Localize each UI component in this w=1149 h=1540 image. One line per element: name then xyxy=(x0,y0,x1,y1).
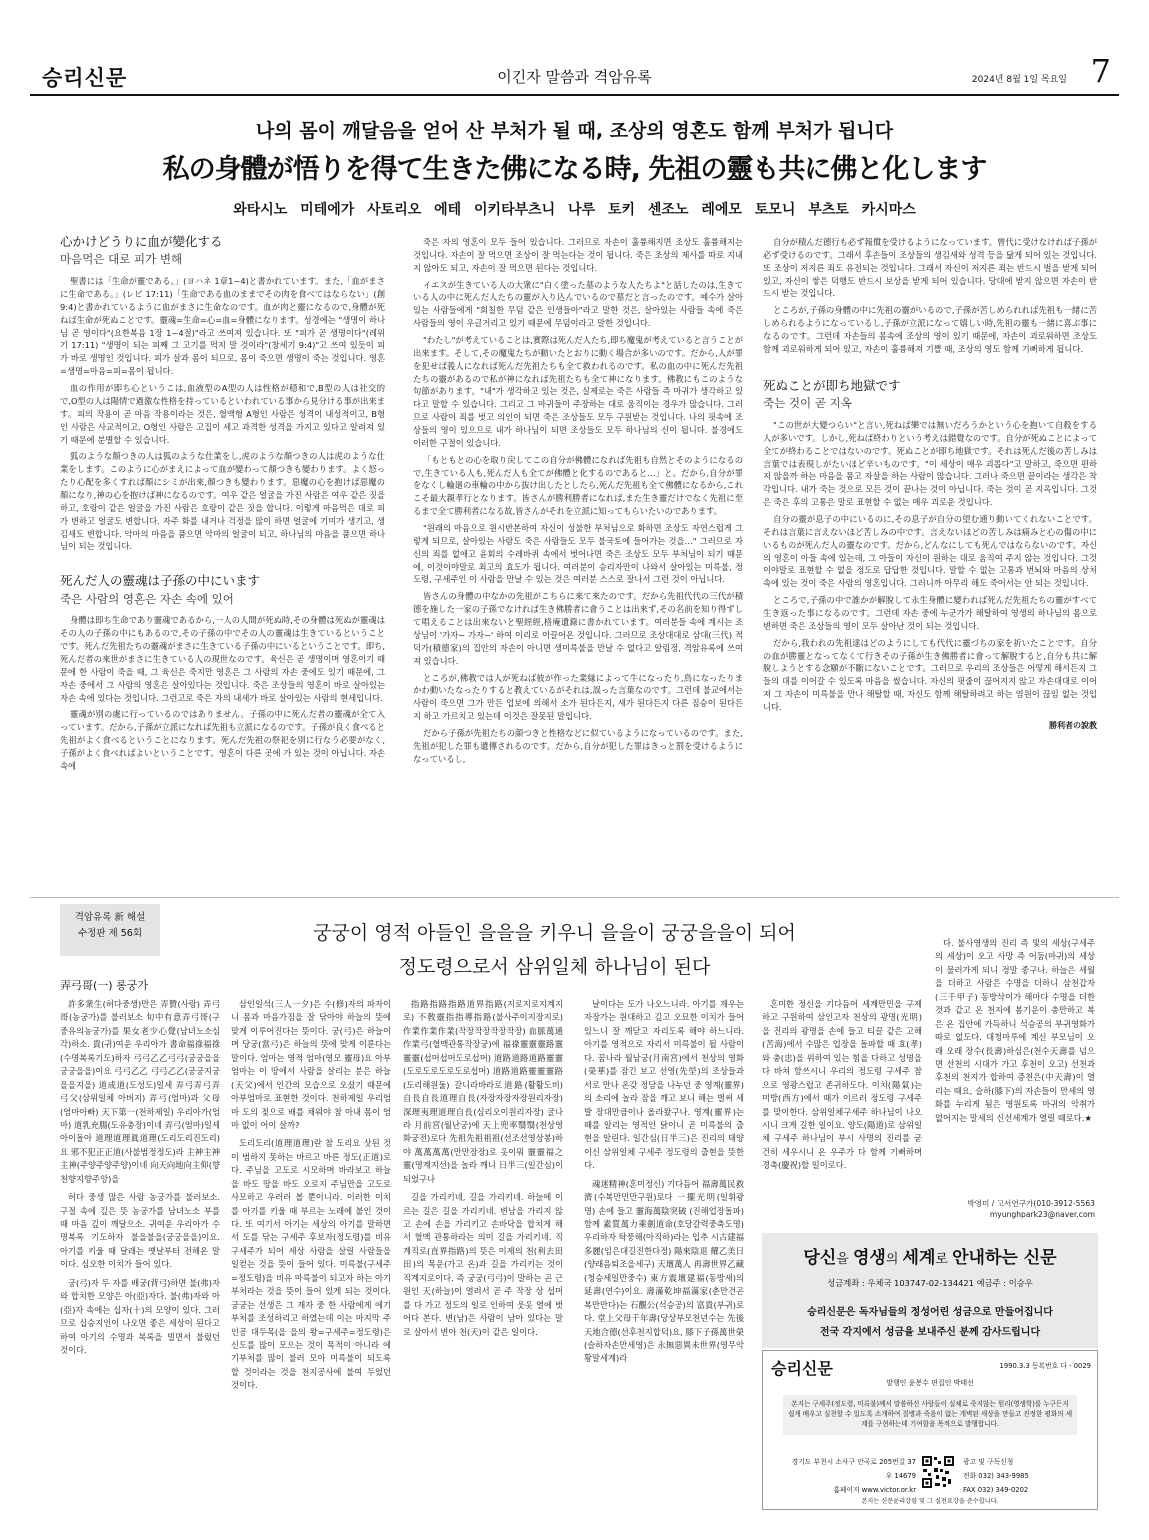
ad-message-1: 승리신문은 독자님들의 정성어린 성금으로 만들어집니다 xyxy=(807,1307,1053,1318)
paragraph: 혼미한 정신을 기다듬어 세계만민을 구제하고 구원하여 삼인고자 천상의 광명(光明)을 진리의 광명을 손에 들고 티끌 같은 고해(苦海)에서 수많은 업장을 돌파할 때 효(孝)와 충(忠)을 위하여 있는 힘을 다하고 성명을 다 바쳐 함쓰시니 우리의 정도령 구세주 참으로 영광스럽고 존귀하도다. 이치(陽氣)는 미방(西方)에서 때가 이르러 정도령 구세주를 맞이한다. 삼위일체구세주 하나님이 나오시니 크게 길한 일이요. 양도(陽道)로 삼위일체 구세주 하나님이 부시 사명의 진리를 굳건히 세우시니 온 우주가 다 함께 기뻐하며 경축(慶祝)할 일이로다. xyxy=(762,999,922,1171)
paragraph: 自分の靈が息子の中にいるのに,その息子が自分の望む通り動いてくれないことです。それは言葉に言えないほど苦しみの中です。言えないほどの苦しみは痛みと心の傷の中にいるものが死んだ人の靈なのです。だから,どんなにしても死んではならないのです。자신의 영혼이 아들 속에 있는데, 그 아들이 자신이 원하는 대로 움직여 주지 않는 것입니다. 그것이야말로 표현할 수 없을 정도로 답답한 것입니다. 말할 수 없는 고통과 번뇌와 마음의 상처 속에 있는 것이 죽은 사람의 영혼입니다. 그러니까 아무리 해도 죽어서는 안 되는 것입니다. xyxy=(763,513,1097,589)
publisher-mission: 본지는 구세주(정도령, 미륵불)께서 말씀하신 사람들이 실체로 죽지않는 원리(영생학)를 누구든지 쉽게 배우고 실천할 수 있도록 소개하여 질병과 죽음이 없는 개벽된 세상을 만들고 진정한 평화의 세계를 구현하는데 기여함을 목적으로 발행합니다. xyxy=(783,1395,1077,1435)
paragraph: 죽은 자의 영혼이 모두 들어 있습니다. 그러므로 자손이 훌륭해지면 조상도 훌륭해지는 것입니다. 자손이 잘 먹으면 조상이 잘 먹는다는 것이 됩니다. 죽은 조상의 제사를 따로 지내지 않아도 되고, 자손이 잘 먹으면 된다는 것입니다. xyxy=(413,237,743,273)
publisher-logo: 승리신문 xyxy=(771,1359,833,1378)
publisher-phone: 전화 032) 343-9985 xyxy=(963,1472,1029,1480)
paragraph: "この世が大變つらい"と言い,死ねば樂では無いだろうかという心を抱いて自殺をする人が多いです。しかし,死ねば終わりという考えは錯覺なのです。自分が死ぬことによって全てが終わることではないのです。死ぬことが即ち地獄です。それは死んだ後の苦しみは言葉では表現しがたいほど辛いものです。"이 세상이 매우 괴롭다"고 말하고, 죽으면 편하지 않을까 하는 마음을 품고 자살을 하는 사람이 많습니다. 그러나 죽으면 끝이라는 생각은 착각입니다. 내가 죽는 것으로 모든 것이 끝나는 것이 아닙니다. 죽는 것이 곧 지옥입니다. 그것은 죽은 후의 고통은 말로 표현할 수 없는 매우 괴로운 것입니다. xyxy=(763,419,1097,508)
bottom-column-2 xyxy=(231,998,391,1518)
paragraph: 自分が積んだ德行も必ず報償を受けるようになっています。曾代に受けなければ子孫が必ず受けるのです。그래서 후손들이 조상들의 생김새와 성격 등을 닮게 되어 있는 것입니다. 또 조상이 저지른 죄도 유전되는 것입니다. 그래서 자신이 저지른 죄는 반드시 벌을 받게 되어 있고, 자신이 쌓은 덕행도 반드시 보상을 받게 되어 있습니다. 당대에 받지 않으면 자손이 반드시 받는 것입니다. xyxy=(763,237,1097,299)
paragraph: ところで,子孫の中で誰かが解脫して永生身體に變われば死んだ先祖たちの靈がすべて生き返った事になるのです。그런데 자손 중에 누군가가 해탈하여 영생의 하나님의 몸으로 변하면 죽은 조상들의 영이 모두 살아난 것이 되는 것입니다. xyxy=(763,595,1097,631)
paragraph: 指路指路指路道界指路(지로지로지계지로) 不敎靈指指導指路(불사주이지장지로) 作業作業作業(작장작장작장작장) 血脈萬通作業弓(혈맥관통작장궁)에 福祿靈靈靈路靈靈靈(섭머섭머도로섭머) 道路道路道路靈靈(도로도로도로도로섭머) 道路道路靈靈靈路(도리해원둘) 갈니라바라로道路(활활도비) 自長自長道理自長(자장자장자장원리자장) 深理夷理道理自長(심리오이원리자장) 굴나라 月前宮(월난궁)에 天上兜率翳翳(천상영화궁전)로다 先祖先祖祖祖(선조선영상봉)하야 萬萬萬萬(만만장장)로 옷이뭐 靈靈福之靈(명계지선)을 놀라 깨니 日半三(일간심)이 되었구나 xyxy=(403,999,563,1184)
publisher-staff: 발행인 윤봉수 편집인 박태선 xyxy=(886,1379,974,1387)
paragraph: 길을 가리키네, 길을 가리키네. 하늘에 이르는 길은 길을 가리키네. 변남을 가리지 않고 손에 손을 가리키고 손바닥을 합치게 해서 혈맥 관통하라는 의미 길을 가리키네. 직계직로(直界指路)의 뜻은 이제의 천(利去田田)의 목운(가고 온)과 길을 가리키는 것이 직계지로이다. 즉 궁궁(弓弓)이 말하는 곤 근원인 天(하늘)이 열려서 곧 주 작장 상 섭머를 다 가고 정도의 일로 인하여 웃옷 열에 벗어다 본다. 변(남)은 사람이 남아 있다는 말로 살아서 변아 천(天)이 같은 일이다. xyxy=(403,1192,563,1337)
author-email: myunghpark23@naver.com xyxy=(989,1210,1095,1220)
ad-contact-label: 광고 및 구독신청 xyxy=(963,1458,1014,1466)
paragraph: ところが,子孫の身體の中に先祖の靈がいるので,子孫が苦しめられれば先祖も一緒に苦しめられるようになっているし,子孫が立派になって嬉しい時,先祖の靈も一緒に喜ぶ事になるのです。그런데 자손들의 몸속에 조상의 영이 있기 때문에, 자손이 괴로워하면 조상도 함께 괴로워하게 되어 있고, 자손이 훌륭해져 기쁠 때, 조상의 영도 함께 기뻐하게 됩니다. xyxy=(763,305,1097,354)
donation-ad xyxy=(762,1233,1098,1348)
paragraph: 다. 불사영생의 진리 즉 빛의 세상(구세주의 세상)이 오고 사망 즉 어둠(마귀)의 세상이 물러가게 되니 정말 좋구나. 하늘은 세월을 더하고 사람은 수명을 더하니 삼천갑자(三千甲子) 동방삭이가 해마다 수명을 더한 것과 같고 온 천지에 봄기운이 충만하고 복은 온 집안에 가득하니 석승공의 부귀영화가 따로 없도다. 대청마루에 계신 부모님이 오래 오래 장수(長壽)하심은(천수天壽를 넘으면 선천의 시대가 가고 후천이 오고) 선천과 후천의 천지가 합하여 증천은(中天壽)이 열리는 때요, 슬하(膝下)의 자손들이 만세의 영화를 누리게 됨은 영원토록 마귀의 악취가 없어지는 말세의 신선세계가 열릴 때로다.★ xyxy=(935,938,1095,1123)
paragraph: 皆さんの身體の中なかの先祖がこちらに來て來たのです。だから先祖代代の三代が積德を施した一家の子孫でなければ生き佛勝者に會うことは出來ず,その名前を知り得ずして唱えることは出來ないと聖經經,格庵遺錄に書かれています。여러분들 속에 계시는 조상님이 '가자~ 가자~' 하여 이리로 이끌어온 것입니다. 그러므로 조상대대로 삼대(三代) 적덕가(積德家)의 집안의 자손이 아니면 생미륵불을 만날 수 없다고 알림정, 격암유록에 쓰여져 있습니다. xyxy=(413,591,743,666)
bottom-column-3 xyxy=(403,998,563,1518)
publisher-info xyxy=(762,1350,1098,1510)
paragraph: 聖書には「生命が靈である。」(ヨハネ 1章1~4)と書かれています。また,「血がまさに生命である。」(レビ 17:11)「生命である血のままでその肉を食べてはならない」(創9:4)と書かれているように血がまさに生命なのです。血が肉と靈になるので,身體が死ねば生命が死ぬことです。靈魂=生命=心=血=身體になります。성경에는 "생명이 하나님 곧 영이다"(요한복음 1장 1~4절)"라고 쓰여져 있습니다. 또 "피가 곧 생명이다"(레위기 17:11) "생명이 되는 피째 그 고기를 먹지 말 것이라"(창세기 9:4)"고 쓰여 있듯이 피가 바로 생명인 것입니다. 피가 살과 몸이 되므로, 몸이 죽으면 생명이 죽는 것입니다. 영혼=생명=마음=피=몸이 됩니다. xyxy=(60,276,385,377)
author-name: 박영미 / 고서연구가(010-3912-5563 xyxy=(967,1199,1095,1208)
article-credit: 勝利者の說教 xyxy=(1049,720,1097,730)
subheading-ja: 死ぬことが即ち地獄です xyxy=(763,377,901,393)
paragraph: 狐のような顏つきの人は狐のような仕業をし,虎のような顏つきの人は虎のような仕業をします。このように心がまえによって血が變わって顏つきも變わります。よく怒ったり心配を多くすれば顏にシミが出來,顏つきも變わります。惡魔の心を抱けば惡魔の顏になり,神の心を抱けば神になるのです。여우 같은 얼굴을 가진 사람은 여우 같은 짓을 하고, 호랑이 같은 얼굴을 가진 사람은 호랑이 같은 짓을 합니다. 이렇게 마음먹은 대로 피가 변하고 얼굴도 변합니다. 자주 화를 내거나 걱정을 많이 하면 얼굴에 기미가 생기고, 생김새도 변합니다. 악마의 마음을 품으면 악마의 얼굴이 되고, 하나님의 마음을 품으면 하나님이 되는 것입니다. xyxy=(60,451,385,552)
publisher-postal: 우 14679 xyxy=(885,1472,916,1480)
subheading-ja: 心かけどうりに血が變化する xyxy=(60,234,223,249)
article-column-3 xyxy=(763,236,1097,892)
headline-romanized: 와타시노 미테에가 사토리오 에테 이키타부츠니 나루 토키 센조노 레에모 토모니 부츠토 카시마스 xyxy=(233,202,916,218)
ad-slogan-particle: 로 xyxy=(935,1252,953,1267)
ad-slogan xyxy=(762,1243,1098,1268)
paragraph: 허다 중생 많은 사람 농궁가를 불러보소. 구절 속에 깊은 뜻 농궁가를 남녀노소 부를 때 마음 깊이 깨달으소. 귀여운 우리아가 수명복록 기도하자 불을불을(궁궁을을)이요. 아기를 키울 때 달래는 옛날부터 전해온 말이다. 심오한 이치가 들어 있다. xyxy=(60,1192,220,1270)
publisher-footer: 본지는 신문윤리강령 및 그 실천요강을 준수합니다. xyxy=(861,1498,999,1505)
paragraph: 魂迷精神(혼미정신) 기다듬어 福壽萬民救濟(수복만민만구원)로다 一擺光明(일휘광명) 손에 들고 靈海萬陰突破 (진해업장돌파) 함께 素質萬力乘劍道命(호당갈력중축도명) 우리하자 탁풍해(아직하)라는 입추 시古建福多麗(임은대길진한다정) 陽來陰退 耀乙美日(양래음퇴조을세구) 天壇萬人 再壽世界乙藏(청승세일만중수) 東方震壇建福(동방새)의 延壽(연수)이요. 壽滿乾坤福滿家(춘만건곤복만만다)는 石觀公(석승공)의 富貴(부귀)로다. 堂上父母千年壽(당상부모천년수는 先後天地合德(선후천지합덕)요, 膝下子孫萬世榮(슬하자손만세영)은 永無惡異未世界(영무악황말세계)라 xyxy=(584,1178,744,1364)
paragraph: 許多衆生(허다중생)만은 弄贊(사랑) 弄弓哥(농궁가)를 불러보소 旬中有意弄弓哥(구중유의농궁가)를 果女老少心覺(남녀노소심각)하소. 貴(귀)여운 우리아가 書命福祿福祿(수명복록기도)하자 弓弓乙乙弓弓(궁궁을을궁궁을을)이요 弓弓乙乙 弓弓乙乙(궁궁지궁을을지을) 道成道(도성도)일세 弄弓弄弓弄弓父(삼위일체 아버지) 弄弓(엄마)과 父母(엄마아빠) 天下第一(천하제일) 우리아가(엄마) 道乳充腸(도유충장)이네 弄弓(엄마)일세 아이돌아 道理道理眞道理(도리도리진도리)요 邪不犯正正道(사불범정정도)라 主神主神主神(주양주양주양)이네 向天向地向主仰(향천향지향주앙)을 xyxy=(60,999,220,1184)
page-number: 7 xyxy=(1090,52,1111,90)
ad-slogan-particle: 을 xyxy=(836,1252,853,1267)
bottom-column-1 xyxy=(60,998,220,1518)
publisher-fax: FAX 032) 349-0202 xyxy=(963,1486,1029,1494)
section-title: 이긴자 말씀과 격암유록 xyxy=(497,68,652,86)
paragraph: "원래의 마음으로 원시반본하여 자신이 성불한 부처님으로 화하면 조상도 자연스럽게 그렇게 되므로, 살아있는 사람도 죽은 사람들도 모두 불국토에 들어가는 것을…" 그러므로 자신의 죄를 없애고 윤회의 수레바퀴 속에서 벗어나면 죽은 조상도 모두 부처님이 되기 때문에, 이것이야말로 최고의 효도가 됩니다. 여러분이 승리자만이 나와서 살아있는 미륵불, 정도령, 구세주인 이 사람을 만날 수 있는 것은 여러분 스스로 잘나서 그런 것이 아닙니다. xyxy=(413,523,743,585)
paragraph: 身體は即ち生命であり靈魂であるから,一人の人間が死ぬ時,その身體は死ぬが靈魂はその人の子孫の中にもあるので,その子孫の中でその人の靈魂は生きているということです。死んだ先祖たちの靈魂がまさに生きている子孫の中にいるということです。即ち,死んだ者の來世がまさに生きている人の現世なのです。육신은 곧 생명이며 영혼이기 때문에 한 사람이 죽을 때, 그 육신은 죽지만 영혼은 그 사람의 자손 중에도 있기 때문에, 그 자손 중에서 그 사람의 영혼은 살아있다는 것입니다. 죽은 조상들의 영혼이 바로 살아있는 자손 속에 있다는 것입니다. 그런고로 죽은 자의 내세가 바로 살아있는 사람의 현세입니다. xyxy=(60,615,385,703)
publisher-homepage[interactable]: 홈페이지 www.victor.or.kr xyxy=(833,1486,916,1494)
series-episode: 수정판 제 56회 xyxy=(77,928,142,939)
ad-message-2: 전국 각지에서 성금을 보내주신 분께 감사드립니다 xyxy=(819,1327,1041,1338)
subheading-ko: 마음먹은 대로 피가 변해 xyxy=(60,252,183,267)
article-column-1 xyxy=(60,232,385,892)
paragraph: 도리도리(道理道理)란 참 도리요 삿된 것이 범하지 못하는 바르고 바른 정도(正道)로다. 주님을 고도로 시모하며 바라보고 하늘을 바도 땅을 바도 오로지 주님만을 고도로 사모하고 우러러 볼 뿐이니라. 이러한 이치를 아기를 키울 때 부르는 노래에 붙인 것이다. 또 여기서 아기는 세상의 아기를 말하면서 도를 닦는 구세주 후보자(정도령)를 비유 구세주가 되어 세상 사람을 살릴 사람들을 일컫는 것을 뜻이 들어 있다. 미륵불(구세주=정도령)을 비유 마륵불이 되고자 하는 아기부처라는 것을 뜻이 들어 있게 되는 것이다. 궁궁는 선생은 그 재자 중 한 사람에게 에기부처를 조성하리고 하였는데 이는 마지막 주인공 대두목(을 을의 왕=구세주=정도령)은 신도를 많이 모으는 것이 목적이 아니라 에기부처를 많이 불러 모아 미륵불이 되도록 할 것이라는 것을 천지공사에 불여 두었던 것이다. xyxy=(231,1138,391,1391)
subheading-ja: 死んだ人の靈魂は子孫の中にいます xyxy=(60,573,261,589)
article-column-2 xyxy=(413,236,743,892)
paragraph: イエスが生きている人の大衆に"白く塗った墓のような人たちよ"と話したのは,生きている人の中に死んだ人たちの靈が入り込んでいるので墓だと言ったのです。예수가 살아있는 사람들에게 "회칠한 무덤 같은 인생들아"라고 말한 것은, 살아있는 사람들 속에 죽은 사람들의 영이 우글거리고 있기 때문에 무덤이라고 말한 것입니다. xyxy=(413,279,743,329)
publisher-address-block xyxy=(771,1455,916,1497)
section-divider xyxy=(30,897,1119,898)
ad-slogan-word: 당신 xyxy=(803,1248,837,1268)
paragraph: 날이다는 도가 나오느니라. 아기를 재우는 자장가는 원대하고 깊고 오묘한 이치가 들어 있느니 잘 깨닫고 자리도록 해야 하느니라. 아기를 영적으로 자리서 미륵불이 될 사람이다. 꿈나라 월남궁(月南宮)에서 천상의 영화(榮華)를 잠긴 보고 선영(先塋)의 조상들과 서로 만나 온갖 정담을 나누던 중 영계(靈界)의 소리에 놀라 잠을 깨고 보니 해는 벌써 세 발 장대만큼이나 올라왔구나. 영계(靈界)는 때를 알리는 영적인 닭이니 곧 미륵불의 출현을 알린다. 일간심(日半三)은 진리의 태양이신 삼위일체 구세주 정도령의 출현을 뜻한다. xyxy=(584,999,744,1171)
paragraph: だから子孫が先祖たちの顔つきと性格などに似ているようになっているのです。また,先祖が犯した罪も遺傳されるのです。だから,自分が犯した罪はきっと罰を受けるようになっているし, xyxy=(413,727,743,764)
paragraph: 靈魂が別の處に行っているのではありません。子孫の中に死んだ者の靈魂が全て入っています。だから,子孫が立派になれば先祖も立派になるのです。子孫が良く食べると先祖がよく食べるということになります。死んだ先祖の祭祀を別に行なう必要がなく,子孫がよく食べればよいということです。영혼이 다른 곳에 가 있는 것이 아닙니다. 자손 속에 xyxy=(60,709,385,771)
masthead xyxy=(30,52,1119,96)
headline-korean: 나의 몸이 깨달음을 얻어 산 부처가 될 때, 조상의 영혼도 함께 부처가 됩니다 xyxy=(255,120,894,142)
newspaper-logo: 승리신문 xyxy=(42,66,128,90)
paragraph: 삼인일석(三人一夕)은 수(修)자의 파자이니 몸과 마음가짐을 잘 닦아야 하늘의 뜻에 맞게 이루어진다는 뜻이다. 궁(弓)은 하늘이며 당궁(當弓)은 하늘의 뜻에 맞게 이룬다는 말이다. 엄마는 영적 엄마(영모 靈母)요 아부엄마는 이 땅에서 사람을 살리는 분은 하늘(天父)에서 인간의 모습으로 오셨기 때문에 아부엄마로 표현한 것이다. 천하제일 우리엄마 도의 젖으로 배를 채워야 참 아내 몸이 엄마 없이 어이 살까? xyxy=(231,999,391,1130)
bottom-column-5 xyxy=(762,998,922,1228)
author-info xyxy=(935,1198,1095,1221)
bottom-column-4 xyxy=(584,998,744,1518)
paragraph: "わたし"が考えていることは,實際は死んだ人たち,即ち魔鬼が考えていると言うことが出來ます。そして,その魔鬼たちが動いたとおりに動く場合が多いのです。だから,人が罪を犯せば義人になれば死んだ先祖たちも全て救われるのです。私の血の中に死んだ先祖たちの靈があるので私が神になれば先祖たちも全て神になります。佛教にもこのような句節があります。"내"가 생각하고 있는 것은, 실제로는 죽은 사람들 즉 마귀가 생각하고 있다고 말할 수 있습니다. 그리고 그 마귀들이 주장하는 대로 움직이는 경우가 많습니다. 그러므로 사람이 죄를 벗고 의인이 되면 죽은 조상들도 모두 구원받는 것입니다. 나의 핏속에 조상들의 영이 있으므로 내가 하나님이 되면 조상들도 모두 하나님의 신이 됩니다. 불경에도 이러한 구절이 있습니다. xyxy=(413,335,743,448)
ad-slogan-word: 영생 xyxy=(852,1248,886,1268)
registration-number: 1990.3.3 등록번호 다 - 0029 xyxy=(999,1362,1091,1370)
ad-slogan-particle: 의 xyxy=(885,1252,903,1267)
paragraph: 血の作用が即ち心というこは,血液型のA型の人は性格が穏和で,B型の人は社交的で,O型の人は陽情で過激な性格を持っているといわれている事から見分ける事が出来ます。피의 작용이 곧 마음 작용이라는 것은, 혈액형 A형인 사람은 성격이 내성적이고, B형인 사람은 사교적이고, O형인 사람은 고집이 세고 과격한 성격을 가지고 있다고 알려져 있기 때문에 분별할 수 있습니다. xyxy=(60,383,385,445)
ad-slogan-word: 하는 신문 xyxy=(984,1248,1057,1268)
publisher-address: 경기도 부천시 소사구 안곡로 205번길 37 xyxy=(791,1458,916,1466)
bottom-column-6 xyxy=(935,937,1095,1195)
paragraph: ところが,佛教では人が死ねば彼が作った業縁によって牛になったり,鳥になったりまかわ動いたなったりすると教えているがそれは,誤った言葉なのです。그런데 불교에서는 사람이 죽으면 그가 만든 업보에 의해서 소가 된다든지, 새가 된다든지 다른 짐승이 된다든지 하고 가르치고 있는데 이것은 잘못된 말입니다. xyxy=(413,672,743,722)
series-badge xyxy=(60,904,160,956)
ad-slogan-word: 안내 xyxy=(952,1248,985,1268)
paragraph: 궁(弓)자 두 자를 배궁(背弓)하면 불(弗)자와 합치한 모양은 아(亞)자다. 불(弗)자와 아(亞)자 속에는 십자(十)의 모양이 있다. 그러므로 십승지인이 나오면 좋은 세상이 된다고 하여 아기의 수명과 복록을 빌면서 불렀던 것이다. xyxy=(60,1277,220,1355)
paragraph: 「もともとの心を取り戻してこの自分が佛體になれば先祖も自然とそのようになるので,生きている人も,死んだ人も全てが佛體と化するのであると…」と。だから,自分が罪をなくし輪廻の車輪の中から抜け出したとしたら,死んだ先祖も全て佛體になるから,これこそ最大親孝行となります。皆さんが勝利勝者になれば,また生き靈だけでなく先祖に至るまで全て勝利者になる故,皆さんがそれを立派に知ってもらいたいのであります。 xyxy=(413,454,743,517)
paragraph: だから,我われの先祖達はどのようにしても代代に靈づちの家を祈いたことです。自分の血が勝靈となってなくて行きその子孫が生き佛勝者に會って解脫すると,自分も共に解脫しようとする念願が不斷にないことです。그러므로 우리의 조상들은 어떻게 해서든지 그들의 대를 이어갈 수 있도록 마음을 썼습니다. 자신의 핏줄이 끊어지지 않고 자손대대로 이어져 그 자손이 미륵불을 만나 해탈할 때, 자신도 함께 해탈하려고 하는 염원이 끊임 없는 것입니다. xyxy=(763,637,1097,712)
qr-code-icon xyxy=(921,1455,955,1489)
ad-slogan-word: 세계 xyxy=(902,1248,936,1268)
subheading-ko: 죽은 사람의 영혼은 자손 속에 있어 xyxy=(60,591,234,606)
headline-japanese: 私の身體が悟りを得て生きた佛になる時, 先祖の靈も共に佛と化します xyxy=(162,154,987,185)
bottom-headline-2: 정도령으로서 삼위일체 하나님이 된다 xyxy=(398,956,711,978)
series-name: 격암유록 新 해설 xyxy=(74,912,146,923)
publisher-contact xyxy=(963,1455,1093,1497)
subheading-ko: 죽는 것이 곧 지옥 xyxy=(763,396,852,411)
issue-date: 2024년 8월 1일 목요일 xyxy=(971,75,1067,85)
donation-account: 성금계좌 : 우체국 103747-02-134421 예금주 : 이승우 xyxy=(827,1278,1033,1288)
bottom-headline-1: 궁궁이 영적 아들인 을을을 키우니 을을이 궁궁을을이 되어 xyxy=(313,922,796,944)
song-title: 弄弓哥(一) 롱궁가 xyxy=(60,979,148,992)
